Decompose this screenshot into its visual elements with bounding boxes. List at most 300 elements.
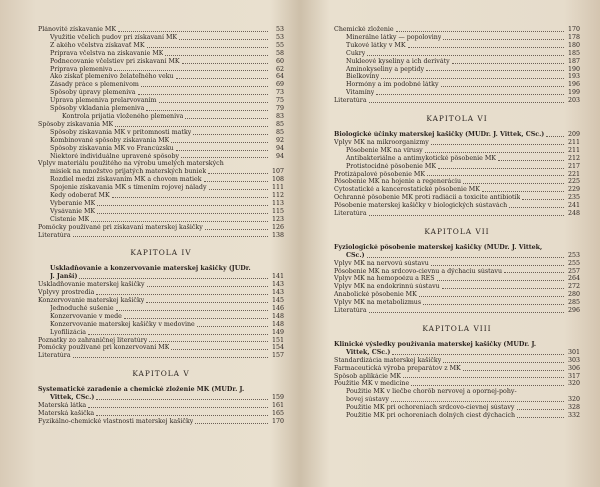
toc-entry-text: Hormóny a im podobné látky bbox=[346, 81, 439, 89]
toc-entry bbox=[38, 337, 284, 345]
toc-entry-text: Literatúra bbox=[38, 352, 71, 360]
toc-entry bbox=[38, 216, 284, 224]
toc-entry bbox=[334, 202, 580, 210]
toc-entry-text: Literatúra bbox=[334, 307, 367, 315]
toc-entry-text: Bielkoviny bbox=[346, 73, 380, 81]
toc-page-number: 203 bbox=[567, 97, 580, 105]
toc-entry bbox=[38, 145, 284, 153]
toc-entry bbox=[38, 168, 284, 176]
toc-entry bbox=[334, 26, 580, 34]
leader-dots bbox=[176, 78, 268, 79]
toc-page-number: 257 bbox=[567, 267, 580, 275]
leader-dots bbox=[146, 110, 268, 111]
leader-dots bbox=[442, 288, 564, 289]
leader-dots bbox=[441, 86, 564, 87]
chapter-heading-7: KAPITOLA VII bbox=[424, 226, 490, 236]
toc-page-number: 209 bbox=[567, 130, 580, 138]
toc-page-number: 53 bbox=[275, 26, 284, 33]
leader-dots bbox=[369, 215, 564, 216]
toc-page-number: 272 bbox=[567, 283, 580, 291]
toc-entry-text: Vplyv MK na endokrinnú sústavu bbox=[334, 283, 440, 291]
toc-entry-text: Z akého včelstva získavať MK bbox=[50, 41, 145, 49]
toc-page-number: 211 bbox=[567, 138, 580, 146]
toc-page-number: 143 bbox=[271, 281, 284, 289]
toc-entry bbox=[334, 388, 580, 396]
leader-dots bbox=[195, 423, 268, 424]
toc-entry bbox=[334, 404, 580, 412]
leader-dots bbox=[367, 257, 564, 258]
toc-entry bbox=[38, 26, 284, 34]
chapter-title-4-line1: Uskladňovanie a konzervovanie materskej kašičky (JUDr. bbox=[50, 265, 251, 273]
toc-entry bbox=[38, 192, 284, 200]
toc-entry bbox=[38, 232, 284, 240]
leader-dots bbox=[114, 70, 268, 71]
toc-entry-text: Vysávanie MK bbox=[50, 207, 96, 215]
toc-page-number: 264 bbox=[567, 275, 580, 283]
toc-entry-text: Cukry bbox=[346, 49, 366, 57]
toc-page-number: 151 bbox=[271, 336, 284, 344]
toc-page-number: 255 bbox=[567, 259, 580, 267]
toc-entry-text: Úprava plemeniva prelarvovaním bbox=[50, 97, 157, 105]
leader-dots bbox=[408, 47, 564, 48]
toc-entry bbox=[334, 186, 580, 194]
toc-entry-text: Pomôcky používané pri konzervovaní MK bbox=[38, 344, 170, 352]
toc-entry bbox=[38, 89, 284, 97]
toc-page-number: 55 bbox=[275, 41, 284, 49]
leader-dots bbox=[517, 409, 565, 410]
toc-entry bbox=[38, 344, 284, 352]
toc-entry-text: Čistenie MK bbox=[50, 215, 90, 223]
toc-entry bbox=[334, 42, 580, 50]
leader-dots bbox=[381, 78, 564, 79]
leader-dots bbox=[97, 205, 268, 206]
toc-entry-text: Použitie MK pri ochoreniach dolných ciest dýchacích bbox=[346, 412, 516, 420]
leader-dots bbox=[176, 150, 268, 151]
chapter-heading-8: KAPITOLA VIII bbox=[422, 324, 492, 333]
toc-page-number: 229 bbox=[567, 186, 580, 194]
toc-page-number: 107 bbox=[271, 168, 284, 176]
toc-page-number: 113 bbox=[271, 199, 284, 207]
toc-page-number: 317 bbox=[567, 372, 580, 380]
toc-page-number: 196 bbox=[567, 81, 580, 89]
toc-entry-text: Pôsobenie MK na srdcovo-cievnu a dýchaciu sústavu bbox=[334, 267, 503, 275]
toc-entry bbox=[38, 58, 284, 66]
toc-entry-text: Konzervovanie materskej kašičky bbox=[38, 297, 145, 304]
toc-entry-text: Vplyv MK na nervovú sústavu bbox=[334, 259, 429, 267]
toc-entry-text: Chemické zloženie bbox=[334, 26, 394, 33]
toc-entry-text: Pôsobenie MK na hojenie a regeneráciu bbox=[334, 178, 462, 186]
toc-page-number: 217 bbox=[567, 162, 580, 170]
toc-entry-text: Nukleové kyseliny a ich deriváty bbox=[346, 57, 450, 65]
toc-page-number: 180 bbox=[567, 41, 580, 49]
toc-page-number: 248 bbox=[567, 210, 580, 218]
toc-page-number: 296 bbox=[567, 307, 580, 315]
leader-dots bbox=[463, 183, 564, 184]
leader-dots bbox=[431, 144, 564, 145]
leader-dots bbox=[141, 86, 268, 87]
leader-dots bbox=[431, 265, 564, 266]
toc-entry bbox=[38, 184, 284, 192]
toc-list-chapter-5 bbox=[38, 402, 284, 426]
toc-page-number: 320 bbox=[567, 380, 580, 388]
leader-dots bbox=[112, 197, 268, 198]
toc-list-left-1 bbox=[38, 26, 284, 239]
toc-list-chapter-8 bbox=[334, 357, 580, 420]
leader-dots bbox=[116, 310, 268, 311]
toc-entry-text: Protistocidné pôsobenie MK bbox=[346, 162, 437, 170]
leader-dots bbox=[147, 47, 268, 48]
chapter-title-8-line2 bbox=[334, 349, 580, 357]
leader-dots bbox=[443, 39, 564, 40]
leader-dots bbox=[443, 362, 564, 363]
toc-entry bbox=[334, 275, 580, 283]
toc-entry-text: Spôsoby získavania MK v prítomnosti matky bbox=[50, 128, 192, 136]
toc-entry-text: Využitie včelích pudov pri získavaní MK bbox=[50, 33, 178, 41]
leader-dots bbox=[208, 173, 268, 174]
leader-dots bbox=[165, 55, 268, 56]
toc-entry-text: Vplyv MK na mikroorganizmy bbox=[334, 138, 429, 146]
toc-page-number: 185 bbox=[567, 49, 580, 57]
toc-entry bbox=[334, 307, 580, 315]
toc-entry bbox=[334, 357, 580, 365]
toc-page-number: 235 bbox=[567, 194, 580, 202]
toc-entry bbox=[38, 352, 284, 360]
leader-dots bbox=[182, 63, 268, 64]
leader-dots bbox=[392, 354, 564, 355]
leader-dots bbox=[149, 341, 268, 342]
toc-page-number: 221 bbox=[567, 170, 580, 178]
toc-entry-text: Príprava včelstva na získavanie MK bbox=[50, 49, 164, 57]
toc-entry bbox=[38, 81, 284, 89]
leader-dots bbox=[147, 286, 268, 287]
toc-entry-text: Materská látka bbox=[38, 401, 87, 409]
leader-dots bbox=[509, 207, 564, 208]
right-page bbox=[334, 26, 580, 420]
toc-entry bbox=[38, 200, 284, 208]
toc-entry bbox=[334, 380, 580, 388]
toc-entry bbox=[38, 42, 284, 50]
leader-dots bbox=[403, 377, 564, 378]
toc-entry bbox=[38, 97, 284, 105]
toc-entry-text: Kedy odoberať MK bbox=[50, 192, 110, 200]
left-page bbox=[38, 26, 284, 426]
toc-entry-text: Protizápalové pôsobenie MK bbox=[334, 170, 426, 178]
leader-dots bbox=[209, 189, 269, 190]
toc-entry-text: Biologické účinky materskej kašičky (MUDr. J. Vittek, CSc.) bbox=[334, 130, 545, 138]
toc-entry-text: Konzervovanie v mede bbox=[50, 312, 122, 320]
leader-dots bbox=[185, 118, 268, 119]
leader-dots bbox=[88, 334, 268, 335]
toc-entry-text: Štandardizácia materskej kašičky bbox=[334, 356, 442, 364]
toc-entry bbox=[38, 321, 284, 329]
toc-list-chapter-6 bbox=[334, 139, 580, 218]
toc-entry-text: Literatúra bbox=[334, 97, 367, 105]
toc-entry-text: Vittek, CSc.) bbox=[346, 348, 391, 356]
toc-entry-text: Vplyv MK na metabolizmus bbox=[334, 299, 422, 307]
toc-page-number: 170 bbox=[271, 417, 284, 425]
toc-entry bbox=[38, 289, 284, 297]
toc-page-number: 126 bbox=[271, 223, 284, 231]
toc-page-number: 141 bbox=[271, 273, 284, 281]
toc-entry bbox=[334, 163, 580, 171]
toc-entry bbox=[38, 208, 284, 216]
toc-page-number: 212 bbox=[567, 154, 580, 162]
toc-entry-text: Poznatky zo zahraničnej literatúry bbox=[38, 336, 148, 344]
toc-entry bbox=[38, 329, 284, 337]
toc-entry-text: Spôsob aplikácie MK bbox=[334, 372, 401, 380]
toc-entry bbox=[334, 299, 580, 307]
toc-entry bbox=[334, 210, 580, 218]
toc-entry-text: Vplyv MK na hemopoézu a RES bbox=[334, 275, 435, 283]
toc-entry bbox=[38, 34, 284, 42]
leader-dots bbox=[546, 136, 564, 137]
toc-page-number: 53 bbox=[275, 33, 284, 41]
leader-dots bbox=[159, 102, 268, 103]
toc-entry-text: Spôsoby úpravy plemeniva bbox=[50, 89, 136, 97]
toc-entry bbox=[334, 34, 580, 42]
toc-entry-text: Cytostatické a kancerostatické pôsobenie MK bbox=[334, 186, 480, 194]
toc-page-number: 225 bbox=[567, 178, 580, 186]
toc-entry-text: Príprava plemeniva bbox=[50, 65, 113, 73]
leader-dots bbox=[171, 142, 268, 143]
chapter-title-5-line2 bbox=[38, 394, 284, 402]
toc-page-number: 149 bbox=[271, 328, 284, 336]
toc-entry-text: Vyberanie MK bbox=[50, 199, 96, 207]
leader-dots bbox=[115, 126, 268, 127]
leader-dots bbox=[118, 31, 268, 32]
toc-entry-text: Rozdiel medzi získavaním MK a chovom matiek bbox=[50, 176, 202, 184]
toc-page-number: 332 bbox=[567, 412, 580, 420]
chapter-title-7-line2 bbox=[334, 252, 580, 260]
toc-page-number: 94 bbox=[275, 144, 284, 152]
toc-entry-text: Literatúra bbox=[334, 210, 367, 218]
leader-dots bbox=[179, 39, 268, 40]
leader-dots bbox=[146, 302, 268, 303]
toc-page-number: 301 bbox=[567, 348, 580, 356]
leader-dots bbox=[73, 357, 268, 358]
toc-page-number: 187 bbox=[567, 57, 580, 65]
chapter-heading-5: KAPITOLA V bbox=[132, 369, 190, 379]
toc-page-number: 138 bbox=[271, 231, 284, 239]
toc-entry-text: Vitamíny bbox=[346, 89, 375, 97]
toc-page-number: 328 bbox=[567, 404, 580, 412]
toc-entry bbox=[334, 260, 580, 268]
leader-dots bbox=[396, 31, 564, 32]
toc-entry bbox=[38, 297, 284, 305]
toc-entry-text: Niektoré individuálne upravené spôsoby bbox=[50, 152, 180, 160]
toc-page-number: 143 bbox=[271, 289, 284, 297]
toc-page-number: 161 bbox=[271, 401, 284, 409]
leader-dots bbox=[91, 221, 268, 222]
toc-page-number: 64 bbox=[275, 73, 284, 81]
toc-entry bbox=[334, 50, 580, 58]
toc-list-chapter-4 bbox=[38, 281, 284, 360]
leader-dots bbox=[369, 312, 564, 313]
toc-entry bbox=[334, 147, 580, 155]
leader-dots bbox=[88, 407, 268, 408]
toc-page-number: 62 bbox=[275, 65, 284, 73]
leader-dots bbox=[522, 199, 564, 200]
toc-entry bbox=[334, 81, 580, 89]
toc-entry bbox=[334, 283, 580, 291]
toc-entry-text: Jednoduché sušenie bbox=[50, 304, 114, 312]
toc-page-number: 73 bbox=[275, 89, 284, 97]
toc-page-number: 145 bbox=[271, 297, 284, 304]
toc-entry-text: Materská kašička bbox=[38, 409, 95, 417]
leader-dots bbox=[96, 294, 268, 295]
toc-entry-text: misiek na množstvo prijatých materských buniek bbox=[50, 168, 207, 176]
toc-page-number: 111 bbox=[271, 184, 284, 192]
toc-entry bbox=[38, 224, 284, 232]
toc-page-number: 253 bbox=[567, 251, 580, 259]
toc-entry bbox=[38, 305, 284, 313]
leader-dots bbox=[426, 70, 564, 71]
leader-dots bbox=[124, 318, 268, 319]
toc-entry bbox=[38, 73, 284, 81]
leader-dots bbox=[419, 296, 564, 297]
toc-entry-text: Kombinované spôsoby získavania MK bbox=[50, 136, 170, 144]
toc-page-number: 241 bbox=[567, 202, 580, 210]
toc-entry-text: Pôsobenie MK na vírusy bbox=[346, 146, 423, 154]
leader-dots bbox=[193, 134, 268, 135]
toc-entry-text: Použitie MK v liečbe chorôb nervovej a opornej-pohy- bbox=[346, 388, 517, 396]
toc-entry bbox=[334, 373, 580, 381]
toc-entry-text: Použitie MK v medicíne bbox=[334, 380, 410, 388]
toc-page-number: 69 bbox=[275, 81, 284, 89]
toc-entry-text: Vplyvy prostredia bbox=[38, 289, 95, 297]
toc-entry-text: Lyofilizácia bbox=[50, 328, 87, 336]
leader-dots bbox=[411, 385, 564, 386]
toc-entry bbox=[38, 176, 284, 184]
toc-page-number: 108 bbox=[271, 176, 284, 184]
toc-entry bbox=[38, 129, 284, 137]
toc-entry-text: Plánovité získavanie MK bbox=[38, 26, 117, 33]
toc-page-number: 285 bbox=[567, 299, 580, 307]
toc-page-number: 211 bbox=[567, 146, 580, 154]
leader-dots bbox=[204, 181, 268, 182]
toc-entry-text: Pomôcky používané pri získavaní materskej kašičky bbox=[38, 223, 203, 231]
toc-entry-text: Vittek, CSc.) bbox=[50, 394, 95, 402]
toc-page-number: 178 bbox=[567, 33, 580, 41]
toc-entry-text: Literatúra bbox=[38, 231, 71, 239]
toc-entry-text: Uskladňovanie materskej kašičky bbox=[38, 281, 145, 289]
chapter-title-7-line1: Fyziologické pôsobenie materskej kašičky (MUDr. J. Vittek, bbox=[334, 243, 543, 251]
chapter-heading-4: KAPITOLA IV bbox=[130, 248, 192, 258]
toc-entry-text: Anabolické pôsobenie MK bbox=[334, 291, 417, 299]
toc-page-number: 83 bbox=[275, 112, 284, 120]
leader-dots bbox=[96, 415, 268, 416]
toc-entry-text: Farmaceutická výroba preparátov z MK bbox=[334, 364, 461, 372]
toc-page-number: 148 bbox=[271, 312, 284, 320]
toc-entry-text: Kontrola prijatia vloženého plemeniva bbox=[62, 112, 184, 120]
toc-page-number: 159 bbox=[271, 394, 284, 402]
toc-page-number: 85 bbox=[275, 120, 284, 128]
chapter-title-5-line1: Systematické zaradenie a chemické zloženie MK (MUDr. J. bbox=[38, 386, 245, 394]
toc-entry-text: Použitie MK pri ochoreniach srdcovo-cievnej sústavy bbox=[346, 404, 515, 412]
toc-entry bbox=[38, 313, 284, 321]
toc-page-number: 170 bbox=[567, 26, 580, 33]
toc-entry bbox=[334, 268, 580, 276]
toc-page-number: 112 bbox=[271, 192, 284, 200]
toc-entry bbox=[38, 410, 284, 418]
toc-entry-text: Spôsoby získavania MK vo Francúzsku bbox=[50, 144, 174, 152]
toc-entry-text: bovej sústavy bbox=[346, 396, 389, 404]
toc-entry bbox=[334, 171, 580, 179]
leader-dots bbox=[437, 280, 564, 281]
leader-dots bbox=[97, 213, 268, 214]
leader-dots bbox=[482, 191, 564, 192]
toc-list-right-1 bbox=[334, 26, 580, 105]
toc-entry-text: Zásady práce s plemenivom bbox=[50, 81, 139, 89]
toc-entry-text: J. Janší) bbox=[50, 273, 78, 281]
leader-dots bbox=[425, 152, 564, 153]
leader-dots bbox=[427, 175, 564, 176]
toc-entry-text: Spôsoby vkladania plemeniva bbox=[50, 105, 145, 113]
toc-page-number: 320 bbox=[567, 396, 580, 404]
leader-dots bbox=[438, 168, 564, 169]
toc-entry bbox=[334, 194, 580, 202]
leader-dots bbox=[171, 349, 268, 350]
leader-dots bbox=[367, 55, 564, 56]
toc-entry bbox=[38, 121, 284, 129]
toc-entry bbox=[38, 402, 284, 410]
toc-entry-text: Tukové látky v MK bbox=[346, 41, 406, 49]
toc-page-number: 58 bbox=[275, 49, 284, 57]
chapter-title-4-line2 bbox=[38, 273, 284, 281]
toc-entry-text: Minerálne látky — popoloviny bbox=[346, 33, 442, 41]
toc-page-number: 193 bbox=[567, 73, 580, 81]
toc-page-number: 85 bbox=[275, 128, 284, 136]
toc-page-number: 190 bbox=[567, 65, 580, 73]
toc-entry-text: Aminokyseliny a peptidy bbox=[346, 65, 425, 73]
toc-entry bbox=[38, 137, 284, 145]
toc-list-chapter-7 bbox=[334, 260, 580, 315]
chapter-title-6 bbox=[334, 131, 580, 139]
leader-dots bbox=[391, 401, 564, 402]
toc-entry-text: CSc.) bbox=[346, 251, 365, 259]
toc-entry bbox=[38, 50, 284, 58]
leader-dots bbox=[181, 157, 268, 158]
leader-dots bbox=[138, 94, 268, 95]
toc-entry bbox=[38, 281, 284, 289]
toc-entry-text: Podnecovanie včelstiev pri získavaní MK bbox=[50, 57, 180, 65]
chapter-heading-6: KAPITOLA VI bbox=[426, 114, 488, 124]
toc-entry bbox=[38, 418, 284, 426]
leader-dots bbox=[463, 370, 564, 371]
toc-entry bbox=[334, 412, 580, 420]
chapter-title-8-line1: Klinické výsledky používania materskej kašičky (MUDr. J. bbox=[334, 340, 537, 348]
leader-dots bbox=[369, 102, 564, 103]
toc-entry-text: Pôsobenie materskej kašičky v biologických sústavách bbox=[334, 202, 508, 210]
toc-page-number: 94 bbox=[275, 152, 284, 160]
toc-page-number: 148 bbox=[271, 320, 284, 328]
toc-entry bbox=[334, 139, 580, 147]
leader-dots bbox=[423, 304, 564, 305]
toc-entry bbox=[38, 153, 284, 161]
toc-entry bbox=[38, 66, 284, 74]
toc-entry-text: Spôsoby získavania MK bbox=[38, 120, 114, 128]
toc-page-number: 157 bbox=[271, 352, 284, 360]
toc-entry-text: Vplyv materiálu použitého na výrobu umelých materských bbox=[38, 160, 224, 168]
toc-entry bbox=[334, 58, 580, 66]
toc-entry bbox=[334, 396, 580, 404]
toc-entry-text: Fyzikálno-chemické vlastnosti materskej kašičky bbox=[38, 417, 194, 425]
toc-entry bbox=[38, 113, 284, 121]
toc-page-number: 306 bbox=[567, 364, 580, 372]
toc-page-number: 303 bbox=[567, 356, 580, 364]
toc-entry-text: Antibakteriálne a antimykotické pôsobenie MK bbox=[346, 154, 496, 162]
toc-entry bbox=[38, 160, 284, 168]
